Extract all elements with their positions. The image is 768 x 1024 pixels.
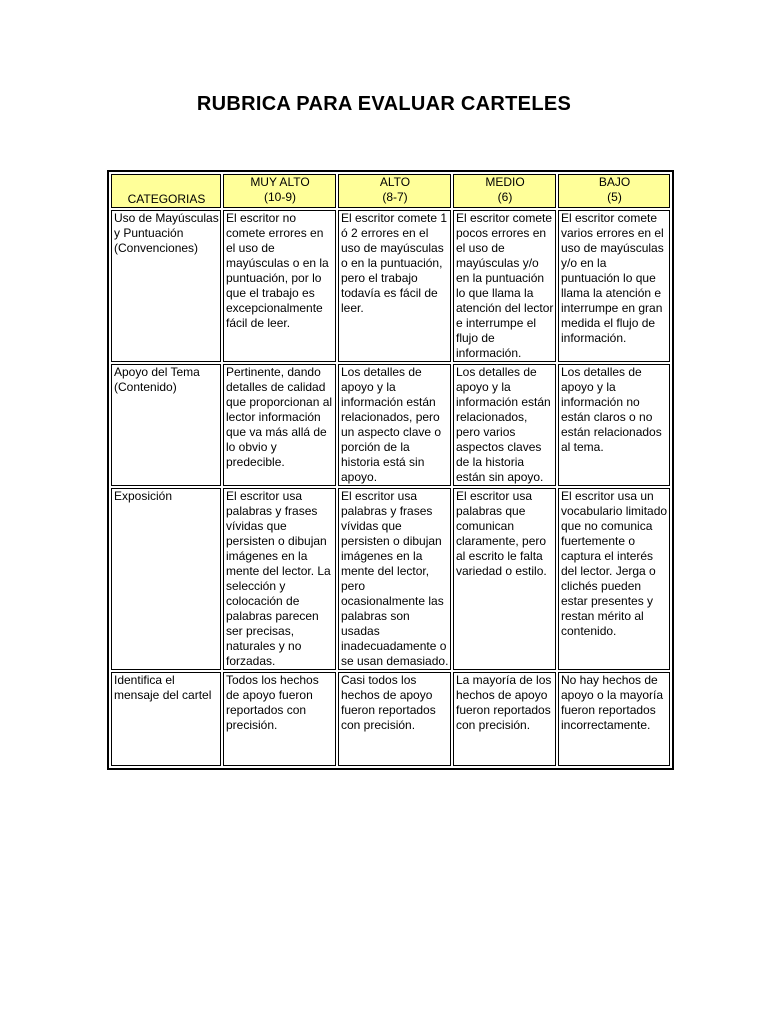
table-cell: No hay hechos de apoyo o la mayoría fueron reportados incorrectamente. xyxy=(558,672,670,766)
table-cell: El escritor usa palabras que comunican claramente, pero al escrito le falta variedad o estilo. xyxy=(453,488,556,670)
table-cell: El escritor no comete errores en el uso de mayúsculas o en la puntuación, por lo que el trabajo es excepcionalmente fácil de leer. xyxy=(223,210,336,362)
level-name: BAJO xyxy=(598,175,631,189)
row-category: Exposición xyxy=(111,488,221,670)
table-row xyxy=(111,672,670,766)
table-cell: El escritor comete 1 ó 2 errores en el uso de mayúsculas o en la puntuación, pero el trabajo todavía es fácil de leer. xyxy=(338,210,451,362)
table-cell: El escritor usa un vocabulario limitado que no comunica fuertemente o captura el interés del lector. Jerga o clichés pueden estar presentes y restan mérito al contenido. xyxy=(558,488,670,670)
table-cell: Pertinente, dando detalles de calidad que proporcionan al lector información que va más allá de lo obvio y predecible. xyxy=(223,364,336,486)
header-level-muy-alto xyxy=(223,174,336,208)
level-name: ALTO xyxy=(379,175,411,189)
table-cell: La mayoría de los hechos de apoyo fueron reportados con precisión. xyxy=(453,672,556,766)
row-category: Uso de Mayúsculas y Puntuación (Convenciones) xyxy=(111,210,221,362)
table-cell: Los detalles de apoyo y la información están relacionados, pero un aspecto clave o porción de la historia está sin apoyo. xyxy=(338,364,451,486)
table-cell: Todos los hechos de apoyo fueron reportados con precisión. xyxy=(223,672,336,766)
row-category: Identifica el mensaje del cartel xyxy=(111,672,221,766)
table-cell: Los detalles de apoyo y la información están relacionados, pero varios aspectos claves de la historia están sin apoyo. xyxy=(453,364,556,486)
rubric-table xyxy=(107,170,674,770)
page-title: RUBRICA PARA EVALUAR CARTELES xyxy=(196,93,572,115)
table-cell: El escritor comete varios errores en el uso de mayúsculas y/o en la puntuación lo que llama la atención e interrumpe en gran medida el flujo de información. xyxy=(558,210,670,362)
header-level-medio xyxy=(453,174,556,208)
table-cell: El escritor usa palabras y frases vívidas que persisten o dibujan imágenes en la mente del lector, pero ocasionalmente las palabras son usadas inadecuadamente o se usan demasiado. xyxy=(338,488,451,670)
table-cell: Los detalles de apoyo y la información no están claros o no están relacionados al tema. xyxy=(558,364,670,486)
header-category: CATEGORIAS xyxy=(111,174,221,208)
table-cell: El escritor usa palabras y frases vívidas que persisten o dibujan imágenes en la mente del lector. La selección y colocación de palabras parecen ser precisas, naturales y no forzadas. xyxy=(223,488,336,670)
header-level-bajo xyxy=(558,174,670,208)
level-range: (8-7) xyxy=(382,190,408,204)
level-name: MUY ALTO xyxy=(250,175,310,189)
level-range: (6) xyxy=(497,190,513,204)
level-name: MEDIO xyxy=(485,175,525,189)
header-row xyxy=(111,174,670,208)
level-range: (5) xyxy=(607,190,622,204)
table-cell: El escritor comete pocos errores en el uso de mayúsculas y/o en la puntuación lo que llama la atención del lector e interrumpe el flujo de información. xyxy=(453,210,556,362)
table-row xyxy=(111,488,670,670)
table-row xyxy=(111,210,670,362)
level-range: (10-9) xyxy=(263,190,296,204)
row-category: Apoyo del Tema (Contenido) xyxy=(111,364,221,486)
table-cell: Casi todos los hechos de apoyo fueron reportados con precisión. xyxy=(338,672,451,766)
table-row xyxy=(111,364,670,486)
header-level-alto xyxy=(338,174,451,208)
